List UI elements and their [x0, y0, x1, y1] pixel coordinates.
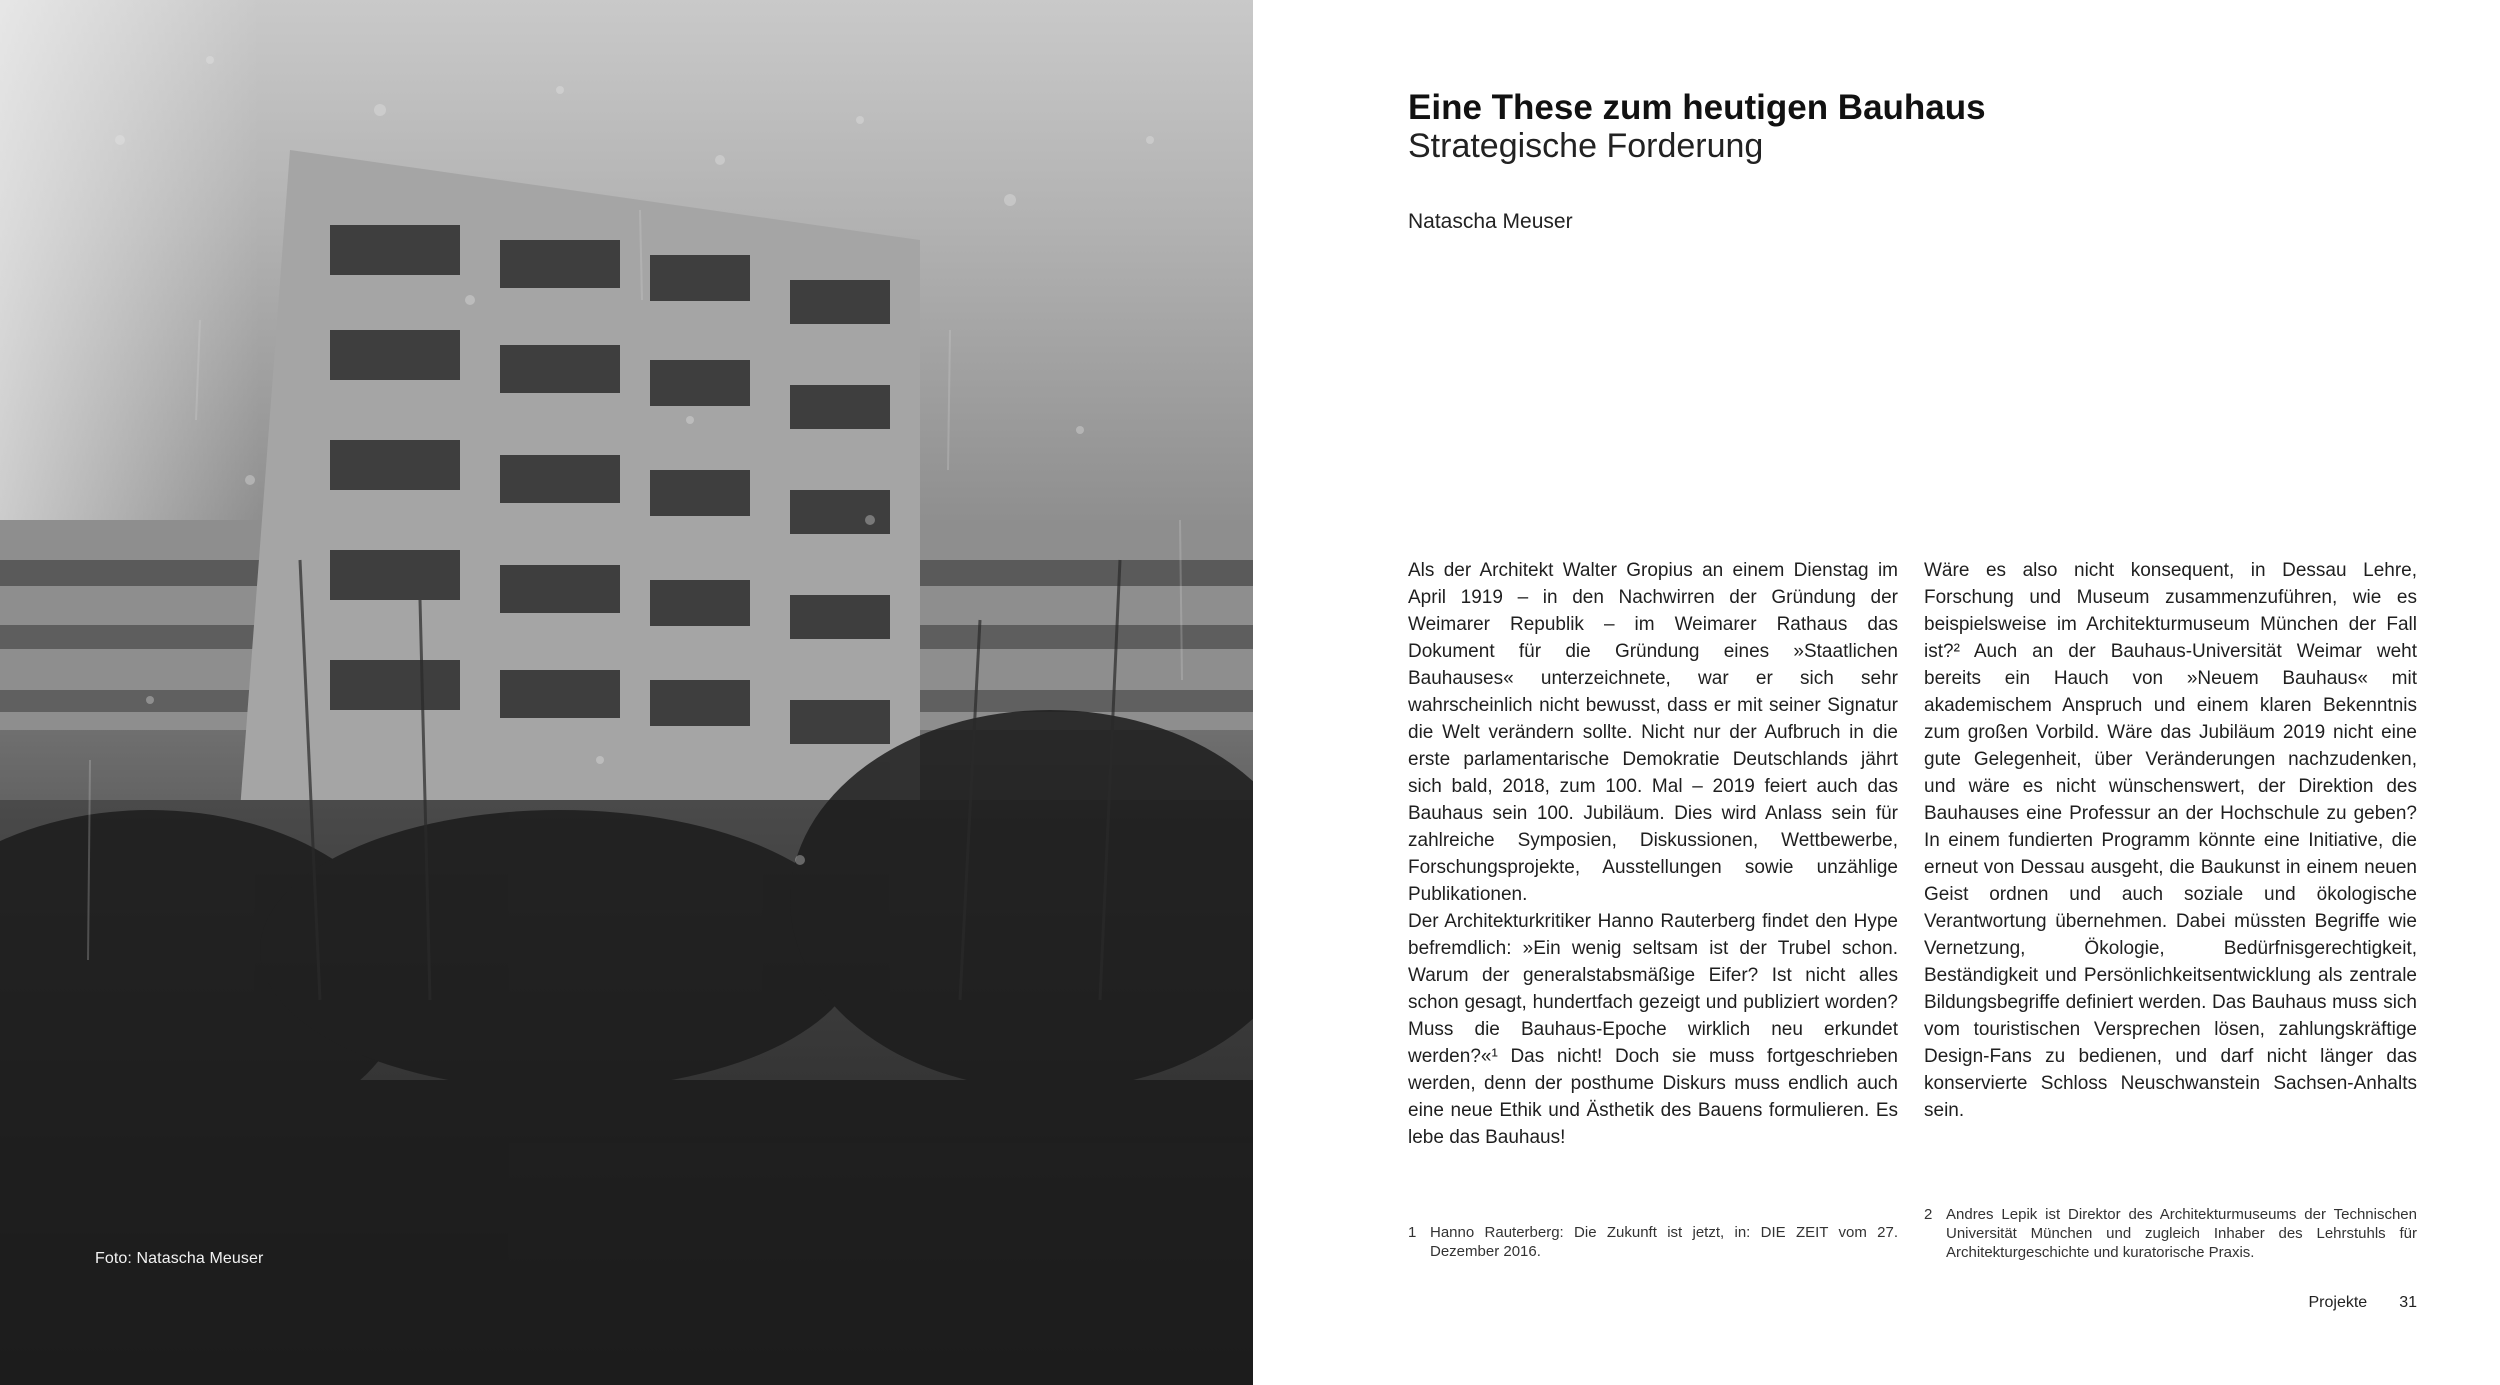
- paragraph: Wäre es also nicht konsequent, in Dessau Lehre, Forschung und Museum zusammenzuführen, wie es beispielsweise im Architekturmuseum München der Fall ist?² Auch an der Bauhaus-Universität Weimar weht bereits ein Hauch von »Neuem Bauhaus« mit akademischem Anspruch und einem klaren Bekenntnis zum großen Vorbild. Wäre das Jubiläum 2019 nicht eine gute Gelegenheit, über Veränderungen nachzudenken, und wäre es nicht wünschenswert, der Direktion des Bauhauses eine Professur an der Hochschule zu geben? In einem fundierten Programm könnte eine Initiative, die erneut von Dessau ausgeht, die Baukunst in einem neuen Geist ordnen und auch soziale und ökologische Verantwortung übernehmen. Dabei müssten Begriffe wie Vernetzung, Ökologie, Bedürfnisgerechtigkeit, Beständigkeit und Persönlichkeitsentwicklung als zentrale Bildungsbegriffe definiert werden. Das Bauhaus muss sich vom touristischen Versprechen lösen, zahlungskräftige Design-Fans zu bedienen, und darf nicht länger das konservierte Schloss Neuschwanstein Sachsen-Anhalts sein.: [1924, 560, 2417, 1121]
- article-author: Natascha Meuser: [1408, 210, 1573, 233]
- footnote-number: 2: [1924, 1206, 1933, 1223]
- text-column-left: [1408, 557, 1898, 1151]
- photo-caption: Foto: Natascha Meuser: [95, 1250, 264, 1267]
- footnote-text: Andres Lepik ist Direktor des Architekturmuseums der Technischen Universität München und zugleich Inhaber des Lehrstuhls für Architekturgeschichte und kuratorische Praxis.: [1946, 1206, 2417, 1261]
- section-label: Projekte: [2308, 1294, 2368, 1311]
- page-number: 31: [2399, 1294, 2417, 1311]
- article-subtitle: Strategische Forderung: [1408, 127, 1764, 165]
- article-title: Eine These zum heutigen Bauhaus: [1408, 88, 1986, 127]
- footnote-2: [1924, 1205, 2417, 1262]
- footnote-text: Hanno Rauterberg: Die Zukunft ist jetzt, in: DIE ZEIT vom 27. Dezember 2016.: [1430, 1224, 1898, 1260]
- paragraph: Als der Architekt Walter Gropius an einem Dienstag im April 1919 – in den Nachwirren der Gründung der Weimarer Republik – im Weimarer Rathaus das Dokument für die Gründung eines »Staatlichen Bauhauses« unterzeichnete, war er sich sehr wahrscheinlich nicht bewusst, dass er mit seiner Signatur die Welt verändern sollte. Nicht nur der Aufbruch in die erste parlamentarische Demokratie Deutschlands jährt sich bald, 2018, zum 100. Mal – 2019 feiert auch das Bauhaus sein 100. Jubiläum. Dies wird Anlass sein für zahlreiche Symposien, Diskussionen, Wettbewerbe, Forschungsprojekte, Ausstellungen sowie unzählige Publikationen.: [1408, 560, 1898, 905]
- paragraph: Der Architekturkritiker Hanno Rauterberg findet den Hype befremdlich: »Ein wenig seltsam ist der Trubel schon. Warum der generalstabsmäßige Eifer? Ist nicht alles schon gesagt, hundertfach gezeigt und publiziert worden? Muss die Bauhaus-Epoche wirklich neu erkundet werden?«¹ Das nicht! Doch sie muss fortgeschrieben werden, denn der posthume Diskurs muss endlich auch eine neue Ethik und Ästhetik des Bauens formulieren. Es lebe das Bauhaus!: [1408, 911, 1898, 1148]
- footnote-1: [1408, 1223, 1898, 1261]
- footnote-number: 1: [1408, 1224, 1417, 1241]
- page-footer: [2290, 1294, 2417, 1312]
- text-column-right: [1924, 557, 2417, 1124]
